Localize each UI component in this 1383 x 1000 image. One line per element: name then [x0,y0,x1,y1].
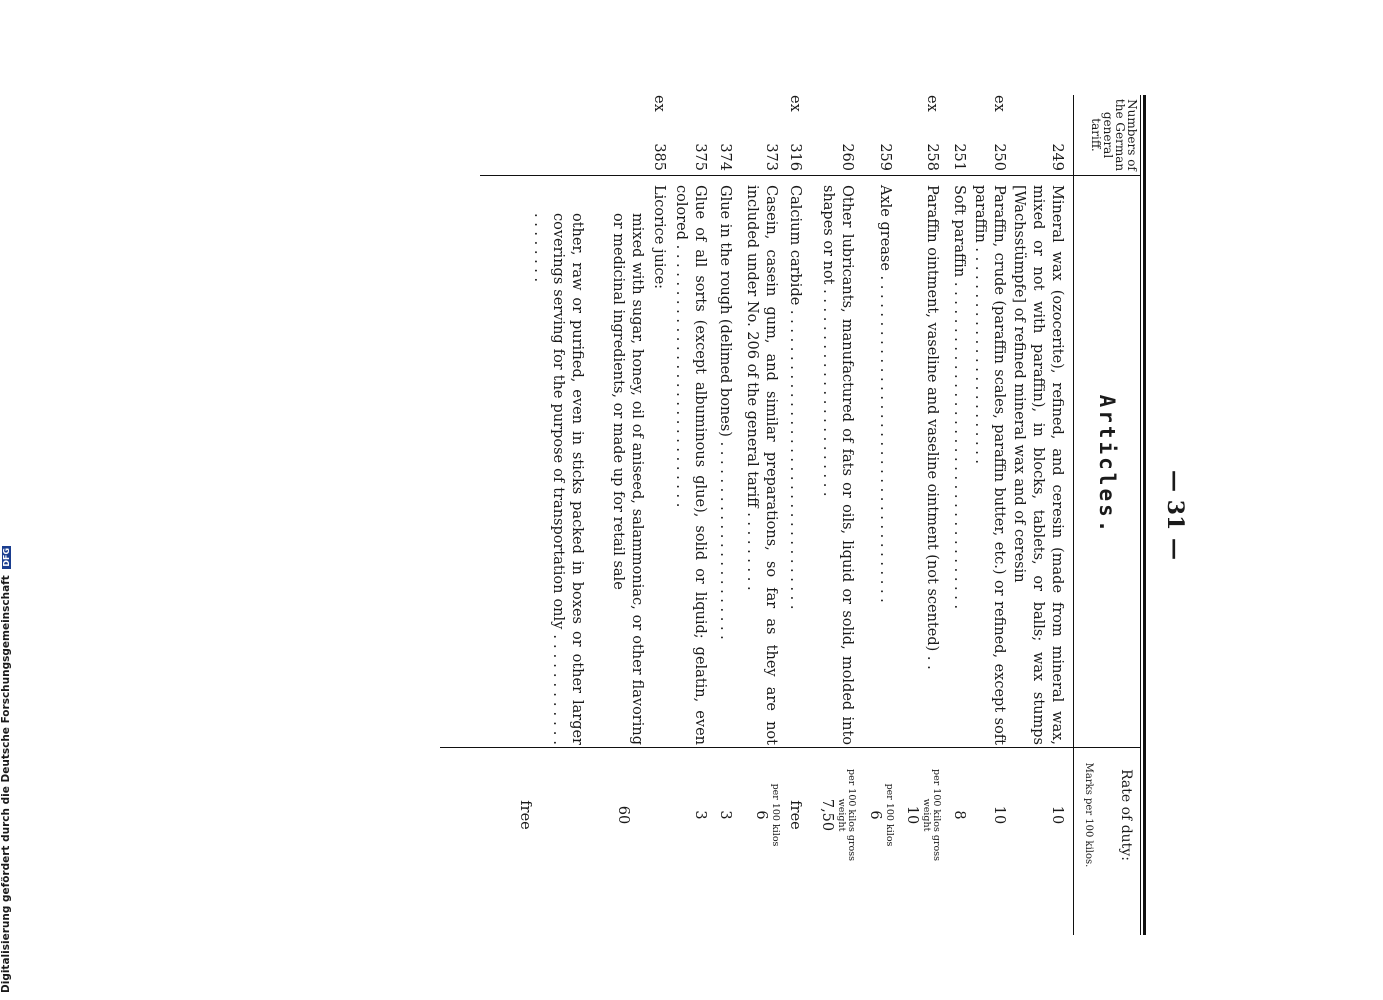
tariff-number-value: 375 [692,143,708,171]
duty-rate-unit: per 100 kilos [770,783,781,847]
table-row [901,95,941,935]
table-row [714,95,734,935]
licorice-subitem [588,95,646,935]
tariff-number-value: 258 [924,143,940,171]
article-description: Glue in the rough (delimed bones) . . . . . . . . . . . . . . . . . . . . . . [717,185,733,640]
duty-rate-value: 8 [951,810,967,820]
duty-rate [785,755,804,875]
licorice-subitem [508,95,586,935]
tariff-number [922,95,941,171]
dfg-logo: DFG [2,547,11,567]
duty-rate-value: 3 [692,810,708,820]
duty-rate [1047,755,1066,875]
subitem-description: mixed with sugar, honey, oil of aniseed, salammoniac, or other flavoring or medicinal ingredients, or made up for retail sale [610,213,645,745]
tariff-number [715,95,734,171]
duty-rate [715,755,734,875]
subitem-description: other, raw or purified, even in sticks packed in boxes or other larger coverings serving for the purpose of transportation only . . . . . . . . . . . . . . . . . . . . [531,213,585,745]
tariff-prefix: ex [924,95,940,112]
duty-rate-value: 6 [867,810,883,820]
article-description: Paraffin, crude (paraffin scales, paraffin butter, etc.) or refined, except soft paraffin . . . . . . . . . . . . . . . . . . . . . . . . [972,185,1007,745]
table-row [740,95,780,935]
duty-rate [690,755,709,875]
duty-rate-value: 10 [904,805,920,825]
duty-rate [902,755,941,875]
header-rate-unit: Marks per 100 kilos. [1083,762,1094,868]
article-description: Mineral wax (ozocerite), refined, and ceresin (made from mineral wax, mixed or not with paraffin), in blocks, tablets, or balls; wax stumps [Wachsstümpfe] of refined mineral wax and of ceresin [1011,185,1065,745]
duty-rate-value: 6 [753,810,769,820]
table-top-rule [1143,95,1146,935]
tariff-number [690,95,709,171]
tariff-number-value: 373 [763,143,779,171]
duty-rate [989,755,1008,875]
table-row [968,95,1008,935]
header-rate-label: Rate of duty: [1118,769,1134,861]
duty-rate-unit: per 100 kilos [884,783,895,847]
table-row [948,95,968,935]
tariff-prefix: ex [787,95,803,112]
article-description: Calcium carbide . . . . . . . . . . . . . . . . . . . . . . . . . . . . . . . . . [787,185,803,610]
rotated-page [398,95,1188,935]
tariff-prefix: ex [651,95,667,112]
article-description: Paraffin ointment, vaseline and vaseline ointment (not scented) . . [924,185,940,670]
article-description: Casein, casein gum, and similar preparations, so far as they are not included under No. 206 of the general tariff . . . . . . . . . [744,185,779,745]
table-row [1008,95,1066,935]
duty-rate [817,755,856,875]
duty-rate [949,755,968,875]
table-row [812,95,856,935]
header-rate [1068,755,1140,875]
article-description: Licorice juice: [651,185,667,290]
article-description: Other lubricants, manufactured of fats or oils, liquid or solid, molded into shapes or not . . . . . . . . . . . . . . . . . . . . . . . [820,185,855,745]
header-articles: Articles. [1095,394,1119,536]
subitem-rate: 60 [615,805,631,825]
tariff-number [1047,95,1066,171]
table-top-rule-thin [1140,95,1141,935]
tariff-number [785,95,804,171]
header-numbers: Numbers of the German general tariff. [1089,98,1139,172]
table-row [784,95,804,935]
article-description: Soft paraffin . . . . . . . . . . . . . . . . . . . . . . . . . . . . . . . . . . . . [951,185,967,610]
duty-rate [865,755,894,875]
credit-text: Digitalisierung gefördert durch die Deutsche Forschungsgemeinschaft [0,575,12,993]
tariff-number-value: 250 [991,143,1007,171]
tariff-number [649,95,668,171]
tariff-number [837,95,856,171]
tariff-number [949,95,968,171]
tariff-number-value: 316 [787,143,803,171]
table-row [648,95,668,935]
table-row [671,95,709,935]
header-rule [1073,95,1074,935]
tariff-number [989,95,1008,171]
article-description: Axle grease . . . . . . . . . . . . . . . . . . . . . . . . . . . . . . . . . . . . [877,185,893,603]
tariff-number [875,95,894,171]
tariff-number-value: 249 [1049,143,1065,171]
duty-rate-value: 10 [991,805,1007,825]
tariff-number-value: 251 [951,143,967,171]
tariff-number-value: 260 [839,143,855,171]
duty-rate-value: free [787,800,803,830]
digitization-credit [0,547,14,993]
duty-rate [751,755,780,875]
duty-rate-unit: per 100 kilos gross weight [921,769,942,861]
subitem-rate: free [517,800,533,830]
duty-rate-value: 10 [1049,805,1065,825]
tariff-number-value: 259 [877,143,893,171]
tariff-number-value: 385 [651,143,667,171]
duty-rate-value: 3 [717,810,733,820]
duty-rate-unit: per 100 kilos gross weight [836,769,857,861]
article-description: Glue of all sorts (except albuminous glue), solid or liquid; gelatin, even colored . . . . . . . . . . . . . . . . . . . . . . . . . . . . . [673,185,708,745]
tariff-number [761,95,780,171]
page-number: — 31 — [1162,470,1188,560]
duty-rate-value: 7,50 [819,798,835,832]
tariff-prefix: ex [991,95,1007,112]
tariff-number-value: 374 [717,143,733,171]
table-row [864,95,894,935]
